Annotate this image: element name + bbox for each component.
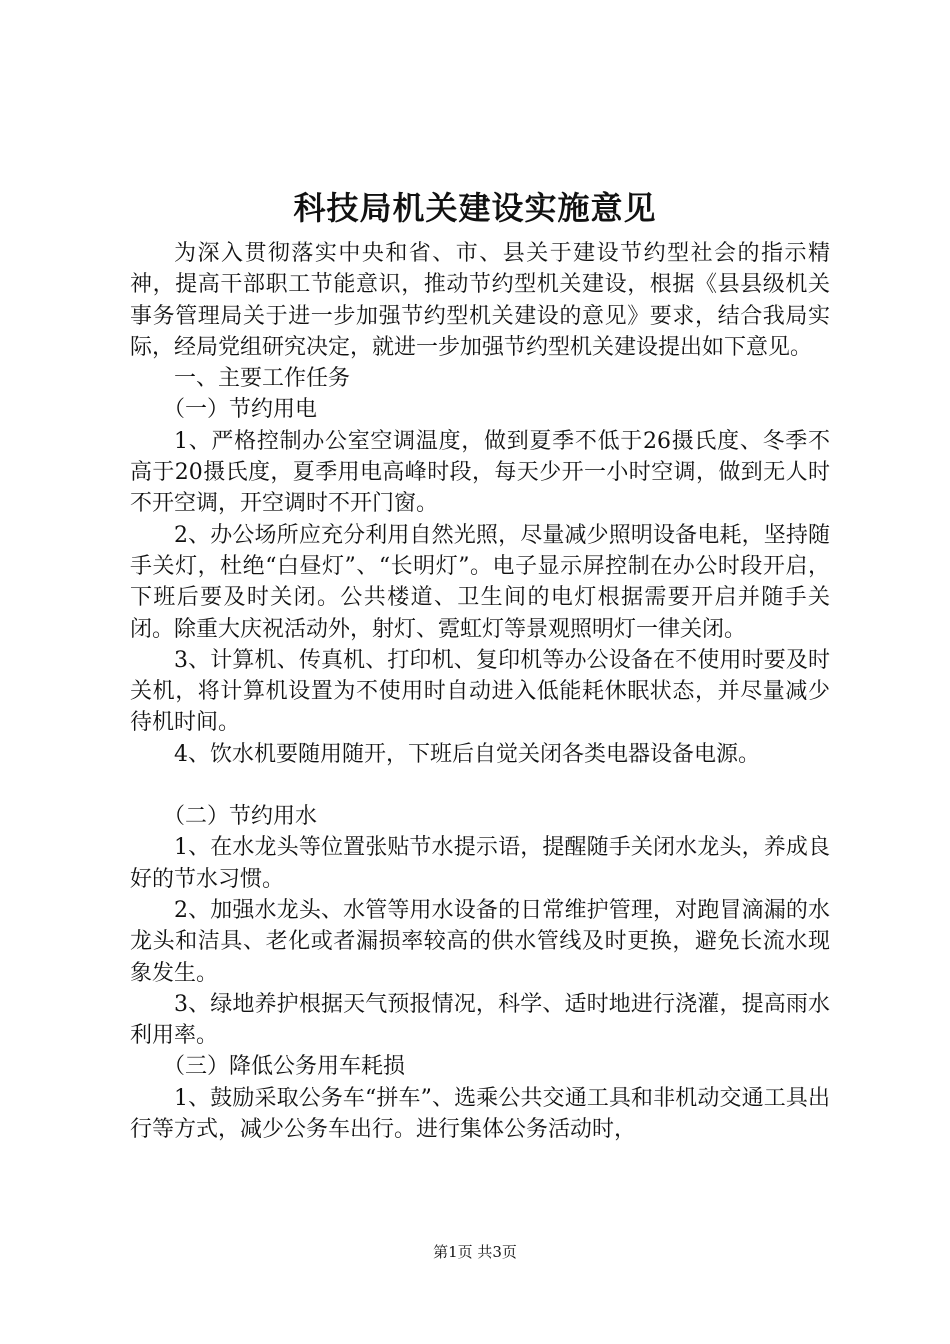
page-number: 第1页 共3页 xyxy=(433,1243,517,1261)
blank-line xyxy=(130,770,830,801)
document-title: 科技局机关建设实施意见 xyxy=(293,189,657,227)
list-item: 2、办公场所应充分利用自然光照，尽量减少照明设备电耗，坚持随手关灯，杜绝“白昼灯”、“长明灯”。电子显示屏控制在办公时段开启，下班后要及时关闭。公共楼道、卫生间的电灯根据需要开启并随手关闭。除重大庆祝活动外，射灯、霓虹灯等景观照明灯一律关闭。 xyxy=(130,522,830,642)
subsection-heading-vehicles: （三）降低公务用车耗损 xyxy=(163,1054,406,1080)
document-body xyxy=(130,238,830,1145)
list-item: 4、饮水机要随用随开，下班后自觉关闭各类电器设备电源。 xyxy=(174,741,760,767)
intro-paragraph: 为深入贯彻落实中央和省、市、县关于建设节约型社会的指示精神，提高干部职工节能意识，推动节约型机关建设，根据《县县级机关事务管理局关于进一步加强节约型机关建设的意见》要求，结合我局实际，经局党组研究决定，就进一步加强节约型机关建设提出如下意见。 xyxy=(130,241,830,360)
list-item: 1、在水龙头等位置张贴节水提示语，提醒随手关闭水龙头，养成良好的节水习惯。 xyxy=(130,835,830,892)
subsection-heading-electricity: （一）节约用电 xyxy=(163,397,318,423)
list-item: 3、计算机、传真机、打印机、复印机等办公设备在不使用时要及时关机，将计算机设置为不使用时自动进入低能耗休眠状态，并尽量减少待机时间。 xyxy=(130,647,830,736)
list-item: 1、鼓励采取公务车“拼车”、选乘公共交通工具和非机动交通工具出行等方式，减少公务车出行。进行集体公务活动时， xyxy=(130,1085,830,1143)
list-item: 2、加强水龙头、水管等用水设备的日常维护管理，对跑冒滴漏的水龙头和洁具、老化或者漏损率较高的供水管线及时更换，避免长流水现象发生。 xyxy=(130,897,830,986)
section-heading-main-tasks: 一、主要工作任务 xyxy=(174,366,351,392)
subsection-heading-water: （二）节约用水 xyxy=(163,804,318,830)
list-item: 1、严格控制办公室空调温度，做到夏季不低于26摄氏度、冬季不高于20摄氏度，夏季用电高峰时段，每天少开一小时空调，做到无人时不开空调，开空调时不开门窗。 xyxy=(130,428,830,517)
list-item: 3、绿地养护根据天气预报情况，科学、适时地进行浇灌，提高雨水利用率。 xyxy=(130,991,830,1049)
